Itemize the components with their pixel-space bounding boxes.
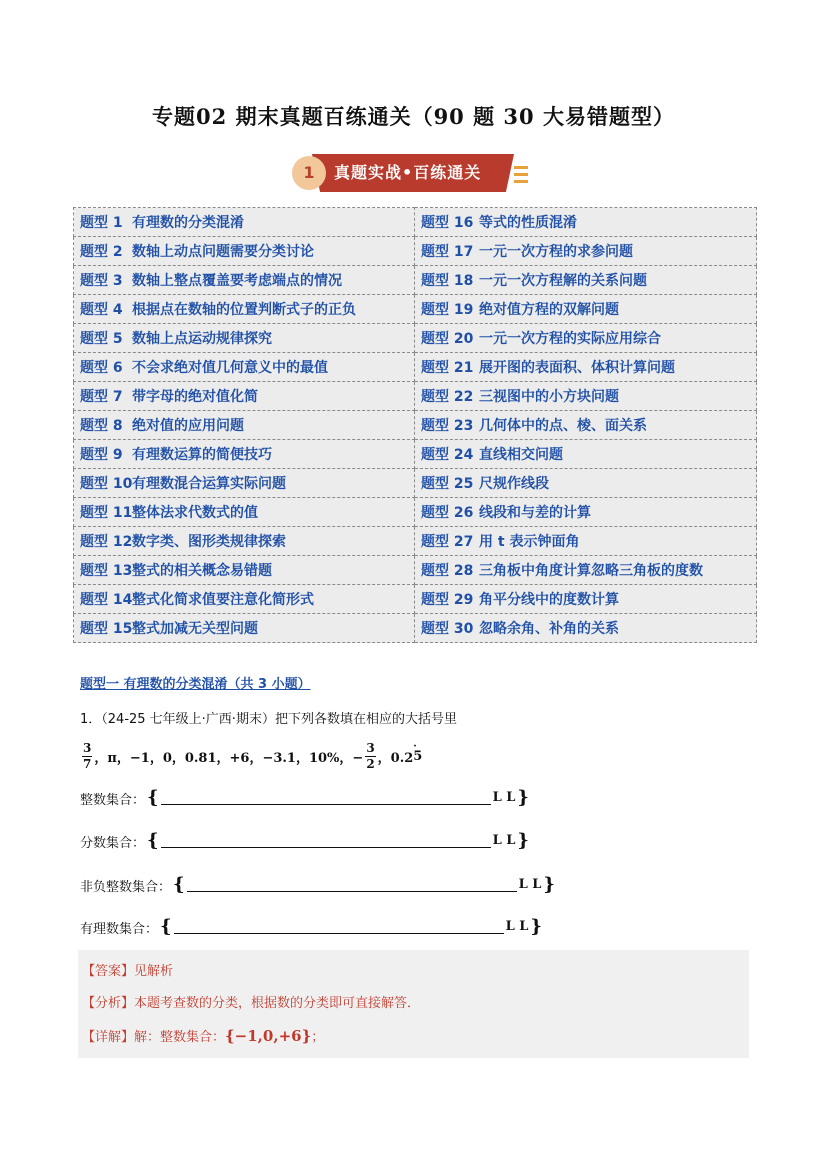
topic-label: 绝对值的应用问题 [132,418,244,434]
topic-cell [415,440,757,469]
topic-number: 题型 14 [80,592,133,608]
topic-cell [415,382,757,411]
topic-number: 题型 2 [80,244,123,260]
topic-label: 数轴上点运动规律探究 [132,331,272,347]
topic-number: 题型 23 [421,418,474,434]
set-row [80,917,544,937]
banner-number-badge: 1 [292,156,326,190]
topic-cell [74,295,415,324]
topic-number: 题型 20 [421,331,474,347]
topic-label: 整体法求代数式的值 [132,505,258,521]
analysis-line: 【分析】本题考查数的分类，根据数的分类即可直接解答． [82,996,421,1011]
topic-cell [415,469,757,498]
topic-label: 整式化简求值要注意化简形式 [132,592,314,608]
topic-number: 题型 7 [80,389,123,405]
topic-label: 带字母的绝对值化简 [132,389,258,405]
number-list-tail: ，0.2 [377,750,414,766]
answer-blank [174,919,504,934]
set-label: 分数集合： [80,836,146,851]
ellipsis: L L [492,833,516,848]
topic-number: 题型 21 [421,360,474,376]
topic-label: 三角板中角度计算忽略三角板的度数 [479,563,703,579]
topic-label: 有理数的分类混淆 [132,215,244,231]
topic-cell [74,585,415,614]
topic-cell [415,266,757,295]
topic-number: 题型 30 [421,621,474,637]
ellipsis: L L [492,790,516,805]
topic-label: 等式的性质混淆 [479,215,577,231]
section-banner [292,154,532,192]
topic-number: 题型 17 [421,244,474,260]
topic-label: 三视图中的小方块问题 [479,389,619,405]
fraction-three-halves: $\frac{3}{2}$ [366,740,375,771]
topic-cell [74,469,415,498]
answer-line: 【答案】见解析 [82,964,174,979]
brace-open: { [147,787,159,808]
topic-number: 题型 29 [421,592,474,608]
brace-close: } [530,916,542,937]
topic-row [74,411,757,440]
set-label: 有理数集合： [80,922,159,937]
banner-title: 真题实战•百练通关 [334,163,482,182]
topic-cell [74,527,415,556]
page-title: 专题02 期末真题百练通关（90 题 30 大易错题型） [152,104,675,129]
topic-row [74,353,757,382]
topic-number: 题型 22 [421,389,474,405]
topic-number: 题型 26 [421,505,474,521]
topic-number: 题型 13 [80,563,133,579]
section-heading: 题型一 有理数的分类混淆（共 3 小题） [80,677,311,692]
topic-cell [415,295,757,324]
topic-index-table [73,207,757,643]
topic-cell [74,324,415,353]
banner-stripes-decoration [514,166,528,184]
topic-label: 数轴上动点问题需要分类讨论 [132,244,314,260]
brace-open: { [160,916,172,937]
topic-label: 尺规作线段 [479,476,549,492]
topic-cell [415,208,757,237]
topic-cell [415,353,757,382]
topic-cell [415,498,757,527]
topic-label: 用 t 表示钟面角 [479,534,580,550]
topic-label: 直线相交问题 [479,447,563,463]
topic-label: 根据点在数轴的位置判断式子的正负 [132,302,356,318]
set-row [80,831,531,851]
answer-blank [161,833,491,848]
repeating-digit: · 5 [413,740,423,764]
topic-cell [74,411,415,440]
topic-number: 题型 11 [80,505,133,521]
topic-row [74,208,757,237]
set-label: 非负整数集合： [80,880,172,895]
topic-label: 一元一次方程的实际应用综合 [479,331,661,347]
topic-label: 不会求绝对值几何意义中的最值 [132,360,328,376]
detail-line: 【详解】解：整数集合：{−1,0,+6}； [82,1027,325,1045]
topic-number: 题型 9 [80,447,123,463]
topic-row [74,382,757,411]
topic-row [74,237,757,266]
topic-number: 题型 1 [80,215,123,231]
topic-number: 题型 19 [421,302,474,318]
topic-cell [74,382,415,411]
topic-cell [415,324,757,353]
topic-row [74,498,757,527]
topic-cell [415,411,757,440]
brace-open: { [147,830,159,851]
number-list [80,738,422,774]
topic-label: 数轴上整点覆盖要考虑端点的情况 [132,273,342,289]
topic-cell [415,527,757,556]
topic-row [74,440,757,469]
topic-number: 题型 4 [80,302,123,318]
topic-row [74,469,757,498]
set-row [80,875,557,895]
topic-row [74,614,757,643]
topic-label: 有理数运算的简便技巧 [132,447,272,463]
topic-number: 题型 28 [421,563,474,579]
answer-blank [161,790,491,805]
topic-cell [415,614,757,643]
topic-label: 忽略余角、补角的关系 [479,621,619,637]
number-list-middle: ，π，−1，0，0.81，+6，−3.1，10%，− [94,750,364,766]
topic-cell [74,353,415,382]
topic-label: 几何体中的点、棱、面关系 [479,418,647,434]
topic-number: 题型 3 [80,273,123,289]
topic-cell [74,614,415,643]
topic-number: 题型 25 [421,476,474,492]
topic-row [74,585,757,614]
brace-close: } [543,874,555,895]
question-text: 1．（24-25 七年级上·广西·期末）把下列各数填在相应的大括号里 [80,712,457,727]
topic-label: 线段和与差的计算 [479,505,591,521]
topic-label: 绝对值方程的双解问题 [479,302,619,318]
topic-cell [415,556,757,585]
topic-number: 题型 12 [80,534,133,550]
brace-close: } [517,787,529,808]
answer-blank [187,877,517,892]
fraction-three-sevenths: $\frac{3}{7}$ [83,740,92,771]
brace-close: } [517,830,529,851]
topic-label: 一元一次方程解的关系问题 [479,273,647,289]
topic-number: 题型 6 [80,360,123,376]
topic-cell [74,266,415,295]
topic-row [74,556,757,585]
topic-number: 题型 8 [80,418,123,434]
topic-cell [74,440,415,469]
topic-label: 展开图的表面积、体积计算问题 [479,360,675,376]
topic-number: 题型 5 [80,331,123,347]
topic-cell [74,208,415,237]
topic-row [74,527,757,556]
topic-number: 题型 18 [421,273,474,289]
topic-number: 题型 15 [80,621,133,637]
set-row [80,788,531,808]
topic-number: 题型 27 [421,534,474,550]
ellipsis: L L [518,877,542,892]
topic-number: 题型 16 [421,215,474,231]
topic-number: 题型 10 [80,476,133,492]
topic-cell [74,498,415,527]
topic-cell [415,237,757,266]
topic-label: 整式的相关概念易错题 [132,563,272,579]
topic-number: 题型 24 [421,447,474,463]
topic-label: 有理数混合运算实际问题 [132,476,286,492]
topic-label: 角平分线中的度数计算 [479,592,619,608]
topic-row [74,324,757,353]
topic-cell [415,585,757,614]
brace-open: { [173,874,185,895]
topic-cell [74,237,415,266]
topic-cell [74,556,415,585]
topic-label: 数字类、图形类规律探索 [132,534,286,550]
topic-label: 一元一次方程的求参问题 [479,244,633,260]
ellipsis: L L [505,919,529,934]
topic-row [74,295,757,324]
set-label: 整数集合： [80,793,146,808]
topic-label: 整式加减无关型问题 [132,621,258,637]
topic-row [74,266,757,295]
